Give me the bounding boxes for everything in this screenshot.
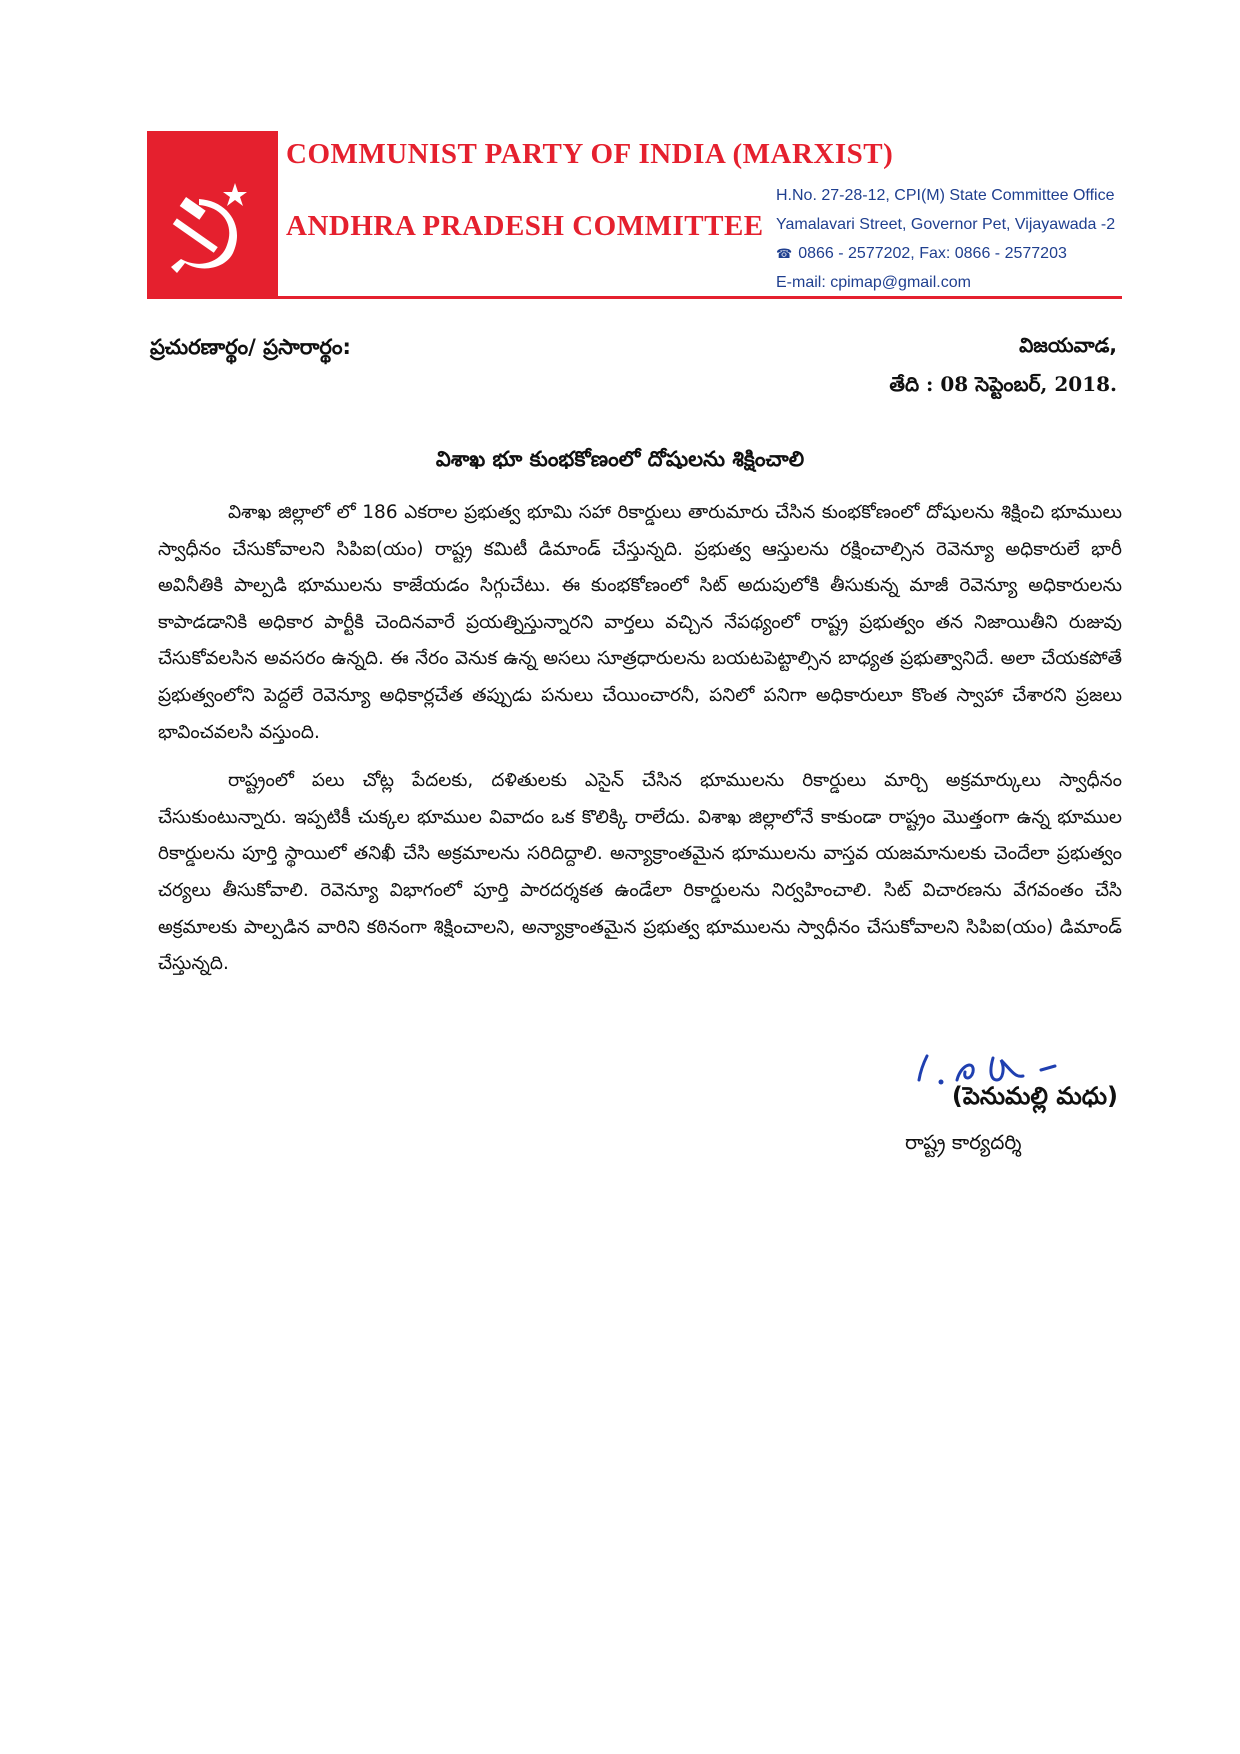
- telephone-icon: ☎: [776, 246, 793, 261]
- address-line2: Yamalavari Street, Governor Pet, Vijayawada -2: [776, 216, 1116, 233]
- place-line: విజయవాడ,: [1019, 333, 1117, 357]
- signatory-title: రాష్ట్ర కార్యదర్శి: [905, 1130, 1022, 1154]
- date-line: తేది : 08 సెప్టెంబర్, 2018.: [889, 372, 1117, 396]
- party-logo: [147, 131, 278, 299]
- signatory-name: (పెనుమల్లి మధు): [951, 1082, 1118, 1110]
- email-line: E-mail: cpimap@gmail.com: [776, 274, 971, 291]
- body-text: [158, 495, 1122, 995]
- address-line1: H.No. 27-28-12, CPI(M) State Committee Office: [776, 187, 1115, 204]
- paragraph-1: విశాఖ జిల్లాలో లో 186 ఎకరాల ప్రభుత్వ భూమి సహా రికార్డులు తారుమారు చేసిన కుంభకోణంలో దోషులను శిక్షించి భూములు స్వాధీనం చేసుకోవాలని సిపిఐ(యం) రాష్ట్ర కమిటీ డిమాండ్ చేస్తున్నది. ప్రభుత్వ ఆస్తులను రక్షించాల్సిన రెవెన్యూ అధికారులే భారీ అవినీతికి పాల్పడి భూములను కాజేయడం సిగ్గుచేటు. ఈ కుంభకోణంలో సిట్ అదుపులోకి తీసుకున్న మాజీ రెవెన్యూ అధికారులను కాపాడడానికి అధికార పార్టీకి చెందినవారే ప్రయత్నిస్తున్నారని వార్తలు వచ్చిన నేపథ్యంలో రాష్ట్ర ప్రభుత్వం తన నిజాయితీని రుజువు చేసుకోవలసిన అవసరం ఉన్నది. ఈ నేరం వెనుక ఉన్న అసలు సూత్రధారులను బయటపెట్టాల్సిన బాధ్యత ప్రభుత్వానిదే. అలా చేయకపోతే ప్రభుత్వంలోని పెద్దలే రెవెన్యూ అధికార్లచేత తప్పుడు పనులు చేయించారనీ, పనిలో పనిగా అధికారులూ కొంత స్వాహా చేశారని ప్రజలు భావించవలసి వస్తుంది.: [158, 502, 1122, 743]
- press-release-label: ప్రచురణార్థం/ ప్రసారార్థం:: [150, 335, 351, 359]
- document-heading: విశాఖ భూ కుంభకోణంలో దోషులను శిక్షించాలి: [435, 447, 805, 471]
- header-divider: [147, 296, 1122, 299]
- org-name-line1: COMMUNIST PARTY OF INDIA (MARXIST): [286, 138, 894, 170]
- contact-block: [776, 185, 1115, 301]
- hammer-sickle-star-icon: [159, 171, 267, 281]
- phone-line: [776, 243, 1115, 272]
- org-name-line2: ANDHRA PRADESH COMMITTEE: [286, 210, 764, 242]
- paragraph-2: రాష్ట్రంలో పలు చోట్ల పేదలకు, దళితులకు ఎసైన్ చేసిన భూములను రికార్డులు మార్చి అక్రమార్కులు స్వాధీనం చేసుకుంటున్నారు. ఇప్పటికీ చుక్కల భూముల వివాదం ఒక కొలిక్కి రాలేదు. విశాఖ జిల్లాలోనే కాకుండా రాష్ట్రం మొత్తంగా ఉన్న భూముల రికార్డులను పూర్తి స్థాయిలో తనిఖీ చేసి అక్రమాలను సరిదిద్దాలి. అన్యాక్రాంతమైన భూములను వాస్తవ యజమానులకు చెందేలా ప్రభుత్వం చర్యలు తీసుకోవాలి. రెవెన్యూ విభాగంలో పూర్తి పారదర్శకత ఉండేలా రికార్డులను నిర్వహించాలి. సిట్ విచారణను వేగవంతం చేసి అక్రమాలకు పాల్పడిన వారిని కఠినంగా శిక్షించాలని, అన్యాక్రాంతమైన ప్రభుత్వ భూములను స్వాధీనం చేసుకోవాలని సిపిఐ(యం) డిమాండ్ చేస్తున్నది.: [158, 770, 1122, 975]
- phone-text: 0866 - 2577202, Fax: 0866 - 2577203: [798, 245, 1067, 262]
